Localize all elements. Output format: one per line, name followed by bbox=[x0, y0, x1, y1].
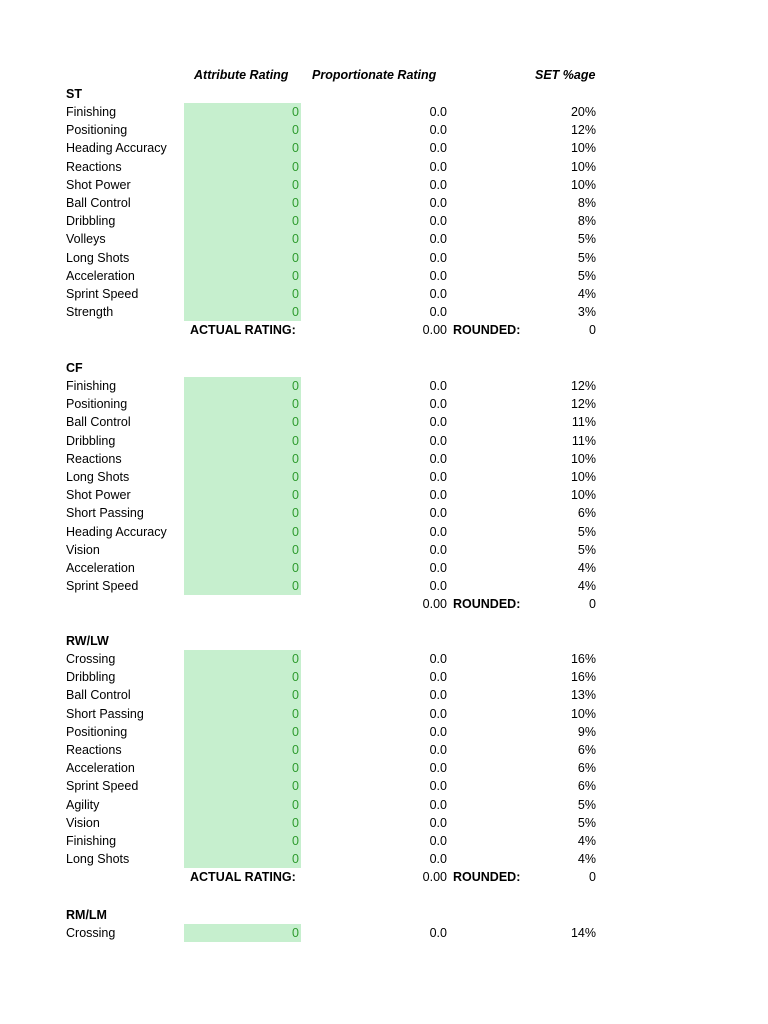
set-percentage-value: 11% bbox=[571, 415, 596, 430]
proportionate-rating-value: 0.0 bbox=[429, 105, 447, 119]
attribute-rating-input[interactable] bbox=[184, 504, 301, 522]
attribute-rating-input[interactable] bbox=[184, 194, 301, 212]
attribute-rating-value: 0 bbox=[292, 524, 299, 539]
table-row bbox=[0, 267, 768, 285]
table-row bbox=[0, 139, 768, 157]
attribute-rating-value: 0 bbox=[292, 743, 299, 757]
set-percentage-value: 5% bbox=[577, 815, 596, 830]
attribute-rating-input[interactable] bbox=[184, 686, 301, 704]
set-percentage-value: 5% bbox=[577, 524, 596, 539]
actual-rating-label: ACTUAL RATING: bbox=[190, 870, 296, 885]
set-percentage-value: 10% bbox=[570, 451, 596, 466]
proportionate-rating-value: 0.0 bbox=[429, 579, 447, 594]
section-title: RM/LM bbox=[66, 908, 107, 922]
attribute-rating-value: 0 bbox=[292, 542, 299, 557]
proportionate-rating-value: 0.0 bbox=[429, 250, 447, 265]
attribute-name: Strength bbox=[66, 305, 114, 320]
proportionate-rating-value: 0.0 bbox=[429, 379, 447, 393]
attribute-rating-value: 0 bbox=[292, 268, 299, 283]
set-percentage-value: 13% bbox=[570, 688, 596, 703]
set-percentage-value: 16% bbox=[570, 652, 596, 666]
proportionate-rating-value: 0.0 bbox=[429, 761, 447, 776]
attribute-name: Heading Accuracy bbox=[66, 524, 167, 539]
table-row bbox=[0, 377, 768, 395]
attribute-name: Crossing bbox=[66, 652, 116, 666]
set-percentage-value: 16% bbox=[570, 670, 596, 685]
attribute-rating-value: 0 bbox=[292, 724, 299, 739]
attribute-rating-value: 0 bbox=[292, 670, 299, 685]
attribute-rating-value: 0 bbox=[292, 451, 299, 466]
header-set-percentage: SET %age bbox=[535, 68, 596, 82]
proportionate-rating-value: 0.0 bbox=[429, 542, 447, 557]
attribute-rating-value: 0 bbox=[292, 415, 299, 430]
attribute-rating-input[interactable] bbox=[184, 121, 301, 139]
proportionate-rating-value: 0.0 bbox=[429, 177, 447, 192]
proportionate-rating-value: 0.0 bbox=[429, 706, 447, 721]
proportionate-rating-value: 0.0 bbox=[429, 141, 447, 156]
set-percentage-value: 3% bbox=[577, 305, 596, 320]
attribute-rating-input[interactable] bbox=[184, 249, 301, 267]
proportionate-rating-value: 0.0 bbox=[429, 488, 447, 503]
attribute-name: Dribbling bbox=[66, 433, 116, 448]
table-row bbox=[0, 705, 768, 723]
table-row bbox=[0, 741, 768, 759]
attribute-rating-value: 0 bbox=[292, 287, 299, 301]
attribute-name: Finishing bbox=[66, 379, 117, 393]
attribute-name: Acceleration bbox=[66, 561, 135, 575]
table-row bbox=[0, 650, 768, 668]
summary-row bbox=[0, 321, 768, 339]
attribute-name: Short Passing bbox=[66, 706, 144, 721]
table-row bbox=[0, 249, 768, 267]
proportionate-rating-value: 0.0 bbox=[429, 196, 447, 210]
proportionate-rating-value: 0.0 bbox=[429, 397, 447, 412]
attribute-name: Long Shots bbox=[66, 250, 130, 265]
set-percentage-value: 5% bbox=[577, 250, 596, 265]
table-row bbox=[0, 850, 768, 868]
table-row bbox=[0, 285, 768, 303]
proportionate-rating-value: 0.0 bbox=[429, 415, 447, 430]
attribute-name: Vision bbox=[66, 815, 100, 830]
set-percentage-value: 12% bbox=[570, 123, 596, 138]
attribute-name: Heading Accuracy bbox=[66, 141, 167, 156]
attribute-rating-value: 0 bbox=[292, 379, 299, 393]
proportionate-rating-value: 0.0 bbox=[429, 743, 447, 757]
table-row bbox=[0, 194, 768, 212]
attribute-rating-input[interactable] bbox=[184, 577, 301, 595]
attribute-name: Finishing bbox=[66, 105, 117, 119]
attribute-rating-input[interactable] bbox=[184, 158, 301, 176]
set-percentage-value: 5% bbox=[577, 232, 596, 247]
attribute-name: Positioning bbox=[66, 123, 128, 138]
set-percentage-value: 5% bbox=[577, 542, 596, 557]
set-percentage-value: 9% bbox=[577, 724, 596, 739]
attribute-rating-input[interactable] bbox=[184, 432, 301, 450]
rounded-value: 0 bbox=[589, 597, 596, 612]
attribute-name: Vision bbox=[66, 542, 100, 557]
proportionate-rating-value: 0.0 bbox=[429, 670, 447, 685]
section-title: RW/LW bbox=[66, 634, 109, 648]
table-row bbox=[0, 413, 768, 431]
attribute-name: Finishing bbox=[66, 834, 117, 848]
proportionate-rating-value: 0.0 bbox=[429, 815, 447, 830]
section-title: CF bbox=[66, 361, 83, 375]
attribute-rating-value: 0 bbox=[292, 433, 299, 448]
attribute-rating-input[interactable] bbox=[184, 850, 301, 868]
set-percentage-value: 10% bbox=[570, 488, 596, 503]
section-title: ST bbox=[66, 87, 82, 101]
set-percentage-value: 14% bbox=[570, 926, 596, 940]
proportionate-rating-value: 0.0 bbox=[429, 451, 447, 466]
attribute-rating-input[interactable] bbox=[184, 267, 301, 285]
table-row bbox=[0, 777, 768, 795]
attribute-name: Ball Control bbox=[66, 415, 131, 430]
attribute-rating-value: 0 bbox=[292, 159, 299, 174]
rounded-label: ROUNDED: bbox=[453, 870, 521, 885]
attribute-name: Positioning bbox=[66, 724, 128, 739]
table-row bbox=[0, 504, 768, 522]
attribute-rating-value: 0 bbox=[292, 488, 299, 503]
table-row bbox=[0, 303, 768, 321]
proportionate-rating-value: 0.0 bbox=[429, 652, 447, 666]
attribute-rating-value: 0 bbox=[292, 305, 299, 320]
proportionate-rating-value: 0.0 bbox=[429, 852, 447, 867]
proportionate-rating-value: 0.0 bbox=[429, 159, 447, 174]
attribute-rating-input[interactable] bbox=[184, 176, 301, 194]
attribute-name: Long Shots bbox=[66, 852, 130, 867]
table-row bbox=[0, 924, 768, 942]
attribute-rating-value: 0 bbox=[292, 852, 299, 867]
attribute-rating-input[interactable] bbox=[184, 650, 301, 668]
attribute-name: Ball Control bbox=[66, 196, 131, 210]
attribute-rating-value: 0 bbox=[292, 506, 299, 521]
attribute-rating-value: 0 bbox=[292, 834, 299, 848]
attribute-rating-input[interactable] bbox=[184, 395, 301, 413]
proportionate-rating-value: 0.0 bbox=[429, 470, 447, 484]
set-percentage-value: 11% bbox=[571, 433, 596, 448]
set-percentage-value: 6% bbox=[577, 779, 596, 794]
attribute-rating-value: 0 bbox=[292, 250, 299, 265]
actual-rating-value: 0.00 bbox=[422, 323, 447, 338]
set-percentage-value: 6% bbox=[577, 761, 596, 776]
set-percentage-value: 12% bbox=[570, 379, 596, 393]
table-row bbox=[0, 230, 768, 248]
set-percentage-value: 4% bbox=[577, 579, 596, 594]
attribute-rating-input[interactable] bbox=[184, 468, 301, 486]
set-percentage-value: 10% bbox=[570, 470, 596, 484]
set-percentage-value: 10% bbox=[570, 141, 596, 156]
attribute-rating-input[interactable] bbox=[184, 668, 301, 686]
attribute-name: Agility bbox=[66, 797, 100, 812]
attribute-rating-input[interactable] bbox=[184, 139, 301, 157]
proportionate-rating-value: 0.0 bbox=[429, 561, 447, 575]
proportionate-rating-value: 0.0 bbox=[429, 506, 447, 521]
attribute-rating-value: 0 bbox=[292, 232, 299, 247]
set-percentage-value: 10% bbox=[570, 706, 596, 721]
table-row bbox=[0, 668, 768, 686]
attribute-rating-value: 0 bbox=[292, 779, 299, 794]
table-row bbox=[0, 814, 768, 832]
attribute-rating-value: 0 bbox=[292, 397, 299, 412]
attribute-rating-input[interactable] bbox=[184, 796, 301, 814]
table-row bbox=[0, 541, 768, 559]
attribute-rating-value: 0 bbox=[292, 141, 299, 156]
attribute-rating-value: 0 bbox=[292, 105, 299, 119]
attribute-rating-value: 0 bbox=[292, 214, 299, 229]
table-row bbox=[0, 121, 768, 139]
proportionate-rating-value: 0.0 bbox=[429, 305, 447, 320]
proportionate-rating-value: 0.0 bbox=[429, 797, 447, 812]
proportionate-rating-value: 0.0 bbox=[429, 926, 447, 940]
table-row bbox=[0, 832, 768, 850]
proportionate-rating-value: 0.0 bbox=[429, 287, 447, 301]
attribute-rating-value: 0 bbox=[292, 561, 299, 575]
attribute-name: Shot Power bbox=[66, 177, 131, 192]
proportionate-rating-value: 0.0 bbox=[429, 724, 447, 739]
rounded-label: ROUNDED: bbox=[453, 323, 521, 338]
attribute-name: Volleys bbox=[66, 232, 106, 247]
attribute-rating-input[interactable] bbox=[184, 814, 301, 832]
attribute-rating-input[interactable] bbox=[184, 741, 301, 759]
attribute-rating-input[interactable] bbox=[184, 486, 301, 504]
proportionate-rating-value: 0.0 bbox=[429, 433, 447, 448]
attribute-name: Sprint Speed bbox=[66, 579, 139, 594]
proportionate-rating-value: 0.0 bbox=[429, 524, 447, 539]
attribute-rating-input[interactable] bbox=[184, 924, 301, 942]
table-row bbox=[0, 450, 768, 468]
attribute-rating-value: 0 bbox=[292, 761, 299, 776]
attribute-name: Sprint Speed bbox=[66, 779, 139, 794]
set-percentage-value: 20% bbox=[570, 105, 596, 119]
attribute-rating-input[interactable] bbox=[184, 212, 301, 230]
table-row bbox=[0, 686, 768, 704]
attribute-rating-input[interactable] bbox=[184, 303, 301, 321]
set-percentage-value: 4% bbox=[577, 561, 596, 575]
table-row bbox=[0, 796, 768, 814]
set-percentage-value: 4% bbox=[577, 852, 596, 867]
attribute-rating-input[interactable] bbox=[184, 413, 301, 431]
rounded-label: ROUNDED: bbox=[453, 597, 521, 612]
rounded-value: 0 bbox=[589, 323, 596, 338]
table-row bbox=[0, 432, 768, 450]
attribute-rating-value: 0 bbox=[292, 123, 299, 138]
attribute-rating-input[interactable] bbox=[184, 450, 301, 468]
set-percentage-value: 10% bbox=[570, 177, 596, 192]
attribute-name: Positioning bbox=[66, 397, 128, 412]
attribute-name: Sprint Speed bbox=[66, 287, 139, 301]
attribute-rating-value: 0 bbox=[292, 926, 299, 940]
proportionate-rating-value: 0.0 bbox=[429, 834, 447, 848]
attribute-rating-input[interactable] bbox=[184, 103, 301, 121]
proportionate-rating-value: 0.0 bbox=[429, 232, 447, 247]
attribute-name: Dribbling bbox=[66, 670, 116, 685]
attribute-rating-value: 0 bbox=[292, 579, 299, 594]
table-row bbox=[0, 486, 768, 504]
attribute-rating-input[interactable] bbox=[184, 559, 301, 577]
set-percentage-value: 4% bbox=[577, 834, 596, 848]
set-percentage-value: 8% bbox=[577, 214, 596, 229]
attribute-rating-input[interactable] bbox=[184, 230, 301, 248]
table-row bbox=[0, 577, 768, 595]
actual-rating-label: ACTUAL RATING: bbox=[190, 323, 296, 338]
set-percentage-value: 6% bbox=[577, 743, 596, 757]
attribute-name: Shot Power bbox=[66, 488, 131, 503]
set-percentage-value: 5% bbox=[577, 268, 596, 283]
table-row bbox=[0, 759, 768, 777]
proportionate-rating-value: 0.0 bbox=[429, 268, 447, 283]
attribute-rating-value: 0 bbox=[292, 815, 299, 830]
attribute-name: Reactions bbox=[66, 159, 122, 174]
actual-rating-value: 0.00 bbox=[422, 597, 447, 612]
table-row bbox=[0, 395, 768, 413]
set-percentage-value: 4% bbox=[577, 287, 596, 301]
table-row bbox=[0, 212, 768, 230]
attribute-rating-input[interactable] bbox=[184, 832, 301, 850]
header-proportionate-rating: Proportionate Rating bbox=[312, 68, 437, 82]
attribute-name: Reactions bbox=[66, 451, 122, 466]
attribute-rating-input[interactable] bbox=[184, 541, 301, 559]
set-percentage-value: 6% bbox=[577, 506, 596, 521]
attribute-name: Reactions bbox=[66, 743, 122, 757]
attribute-rating-input[interactable] bbox=[184, 705, 301, 723]
attribute-rating-input[interactable] bbox=[184, 759, 301, 777]
attribute-rating-input[interactable] bbox=[184, 285, 301, 303]
attribute-rating-value: 0 bbox=[292, 177, 299, 192]
summary-row bbox=[0, 595, 768, 613]
rounded-value: 0 bbox=[589, 870, 596, 885]
table-row bbox=[0, 523, 768, 541]
attribute-rating-input[interactable] bbox=[184, 377, 301, 395]
attribute-rating-input[interactable] bbox=[184, 723, 301, 741]
attribute-name: Ball Control bbox=[66, 688, 131, 703]
attribute-rating-value: 0 bbox=[292, 797, 299, 812]
table-row bbox=[0, 468, 768, 486]
attribute-rating-input[interactable] bbox=[184, 523, 301, 541]
attribute-name: Crossing bbox=[66, 926, 116, 940]
table-row bbox=[0, 723, 768, 741]
table-row bbox=[0, 103, 768, 121]
set-percentage-value: 8% bbox=[577, 196, 596, 210]
attribute-name: Long Shots bbox=[66, 470, 130, 484]
table-row bbox=[0, 176, 768, 194]
attribute-rating-value: 0 bbox=[292, 652, 299, 666]
attribute-name: Acceleration bbox=[66, 268, 135, 283]
summary-row bbox=[0, 868, 768, 886]
actual-rating-value: 0.00 bbox=[422, 870, 447, 885]
proportionate-rating-value: 0.0 bbox=[429, 779, 447, 794]
attribute-rating-value: 0 bbox=[292, 706, 299, 721]
attribute-rating-input[interactable] bbox=[184, 777, 301, 795]
attribute-rating-value: 0 bbox=[292, 688, 299, 703]
proportionate-rating-value: 0.0 bbox=[429, 688, 447, 703]
set-percentage-value: 10% bbox=[570, 159, 596, 174]
proportionate-rating-value: 0.0 bbox=[429, 214, 447, 229]
set-percentage-value: 12% bbox=[570, 397, 596, 412]
attribute-name: Short Passing bbox=[66, 506, 144, 521]
header-attribute-rating: Attribute Rating bbox=[194, 68, 289, 82]
table-row bbox=[0, 158, 768, 176]
set-percentage-value: 5% bbox=[577, 797, 596, 812]
attribute-rating-value: 0 bbox=[292, 470, 299, 484]
table-row bbox=[0, 559, 768, 577]
attribute-rating-value: 0 bbox=[292, 196, 299, 210]
attribute-name: Dribbling bbox=[66, 214, 116, 229]
proportionate-rating-value: 0.0 bbox=[429, 123, 447, 138]
attribute-name: Acceleration bbox=[66, 761, 135, 776]
